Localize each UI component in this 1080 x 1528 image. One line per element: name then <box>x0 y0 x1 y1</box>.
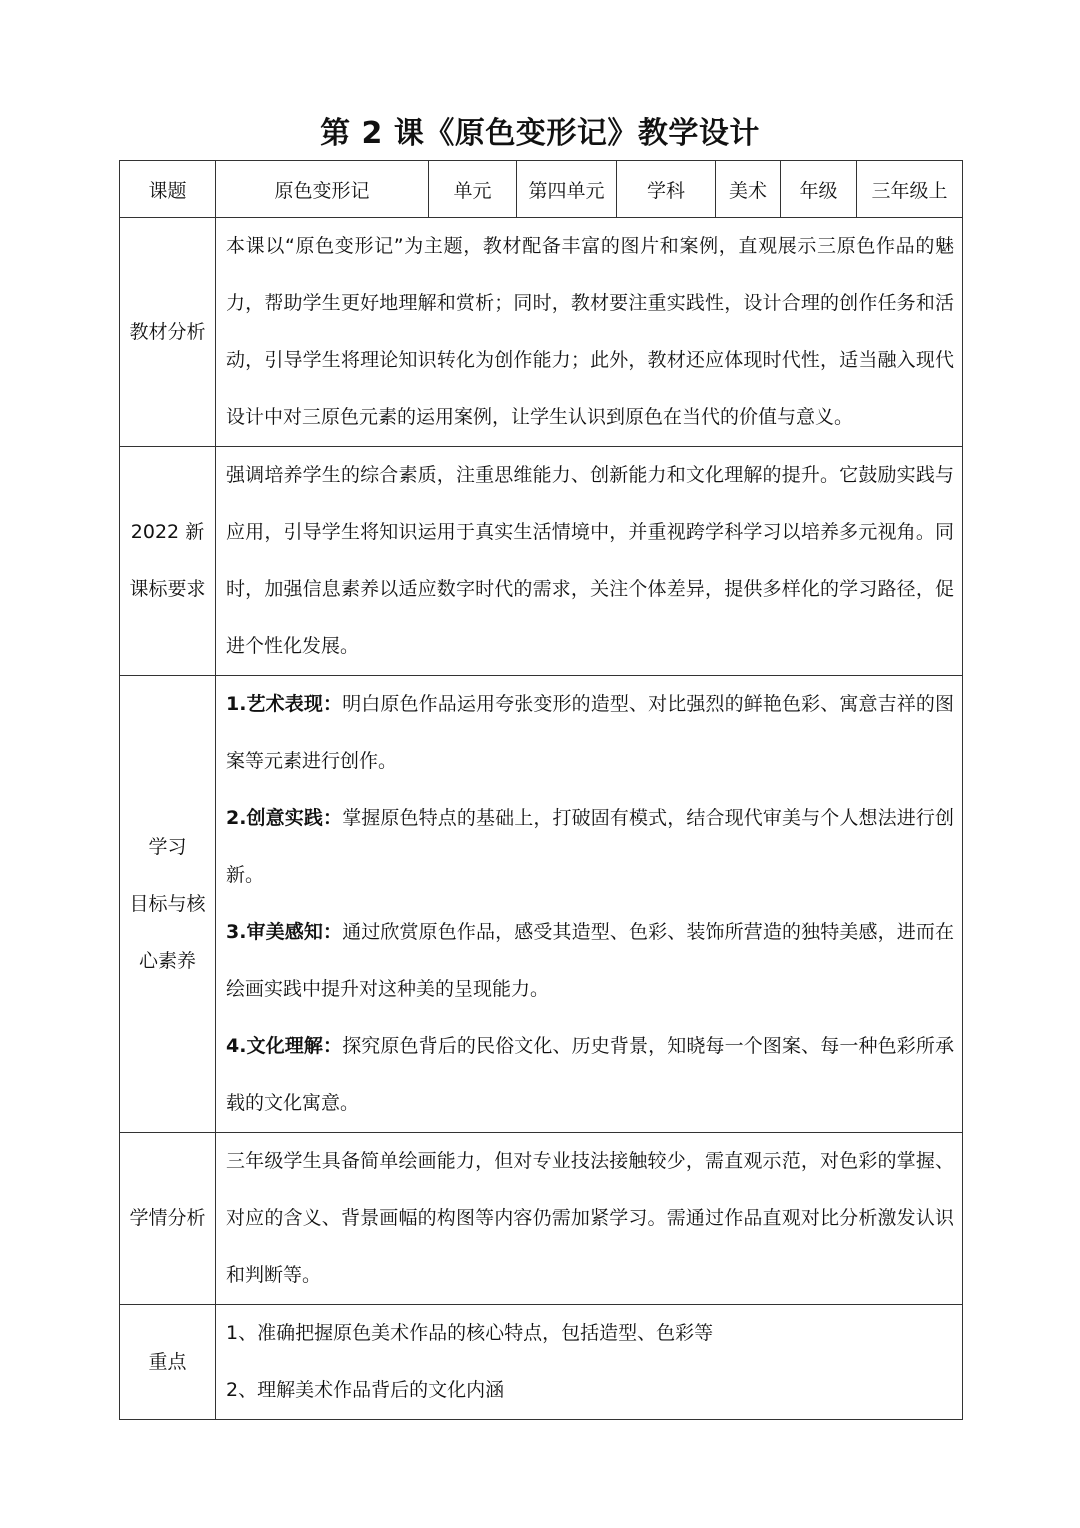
objective-head: 4.文化理解： <box>226 1035 343 1057</box>
objective-head: 3.审美感知： <box>226 921 343 943</box>
objective-item <box>226 904 954 1018</box>
page-title: 第 2 课《原色变形记》教学设计 <box>320 116 760 151</box>
grade-value: 三年级上 <box>857 161 963 218</box>
unit-value: 第四单元 <box>517 161 617 218</box>
learner-analysis-row <box>120 1133 963 1305</box>
topic-label: 课题 <box>120 161 216 218</box>
textbook-analysis-row <box>120 218 963 447</box>
unit-label: 单元 <box>429 161 517 218</box>
key-point-item: 2、理解美术作品背后的文化内涵 <box>226 1379 505 1401</box>
objective-body: 掌握原色特点的基础上，打破固有模式，结合现代审美与个人想法进行创新。 <box>226 807 954 886</box>
textbook-analysis-text: 本课以“原色变形记”为主题，教材配备丰富的图片和案例，直观展示三原色作品的魅力，帮助学生更好地理解和赏析；同时，教材要注重实践性，设计合理的创作任务和活动，引导学生将理论知识转化为创作能力；此外，教材还应体现时代性，适当融入现代设计中对三原色元素的运用案例，让学生认识到原色在当代的价值与意义。 <box>226 235 954 428</box>
learner-analysis-label: 学情分析 <box>120 1133 216 1305</box>
objective-head: 1.艺术表现： <box>226 693 343 715</box>
curriculum-label-line1: 2022 新 <box>130 521 205 543</box>
learner-analysis-text: 三年级学生具备简单绘画能力，但对专业技法接触较少，需直观示范，对色彩的掌握、对应的含义、背景画幅的构图等内容仍需加紧学习。需通过作品直观对比分析激发认识和判断等。 <box>226 1150 954 1286</box>
curriculum-content <box>216 447 963 676</box>
objectives-label-line3: 心素养 <box>138 949 196 972</box>
objectives-content <box>216 676 963 1133</box>
objectives-label-line2: 目标与核 <box>129 892 206 915</box>
curriculum-row <box>120 447 963 676</box>
curriculum-text: 强调培养学生的综合素质，注重思维能力、创新能力和文化理解的提升。它鼓励实践与应用，引导学生将知识运用于真实生活情境中，并重视跨学科学习以培养多元视角。同时，加强信息素养以适应数字时代的需求，关注个体差异，提供多样化的学习路径，促进个性化发展。 <box>226 464 954 657</box>
textbook-analysis-content <box>216 218 963 447</box>
curriculum-label-line2: 课标要求 <box>129 578 206 600</box>
objective-body: 探究原色背后的民俗文化、历史背景，知晓每一个图案、每一种色彩所承载的文化寓意。 <box>226 1035 954 1114</box>
objective-item <box>226 676 954 790</box>
learner-analysis-content <box>216 1133 963 1305</box>
lesson-plan-table <box>119 160 963 1420</box>
curriculum-label <box>120 447 216 676</box>
subject-value: 美术 <box>716 161 781 218</box>
key-point-item: 1、准确把握原色美术作品的核心特点，包括造型、色彩等 <box>226 1322 714 1344</box>
key-points-label: 重点 <box>120 1305 216 1420</box>
objectives-row <box>120 676 963 1133</box>
objective-body: 明白原色作品运用夸张变形的造型、对比强烈的鲜艳色彩、寓意吉祥的图案等元素进行创作。 <box>226 693 954 772</box>
subject-label: 学科 <box>617 161 716 218</box>
objective-item <box>226 790 954 904</box>
objectives-label-line1: 学习 <box>148 835 187 858</box>
key-points-row <box>120 1305 963 1420</box>
objectives-label <box>120 676 216 1133</box>
objective-item <box>226 1018 954 1132</box>
objective-body: 通过欣赏原色作品，感受其造型、色彩、装饰所营造的独特美感，进而在绘画实践中提升对这种美的呈现能力。 <box>226 921 954 1000</box>
objective-head: 2.创意实践： <box>226 807 343 829</box>
header-row <box>120 161 963 218</box>
grade-label: 年级 <box>781 161 857 218</box>
textbook-analysis-label: 教材分析 <box>120 218 216 447</box>
key-points-content <box>216 1305 963 1420</box>
topic-value: 原色变形记 <box>216 161 429 218</box>
